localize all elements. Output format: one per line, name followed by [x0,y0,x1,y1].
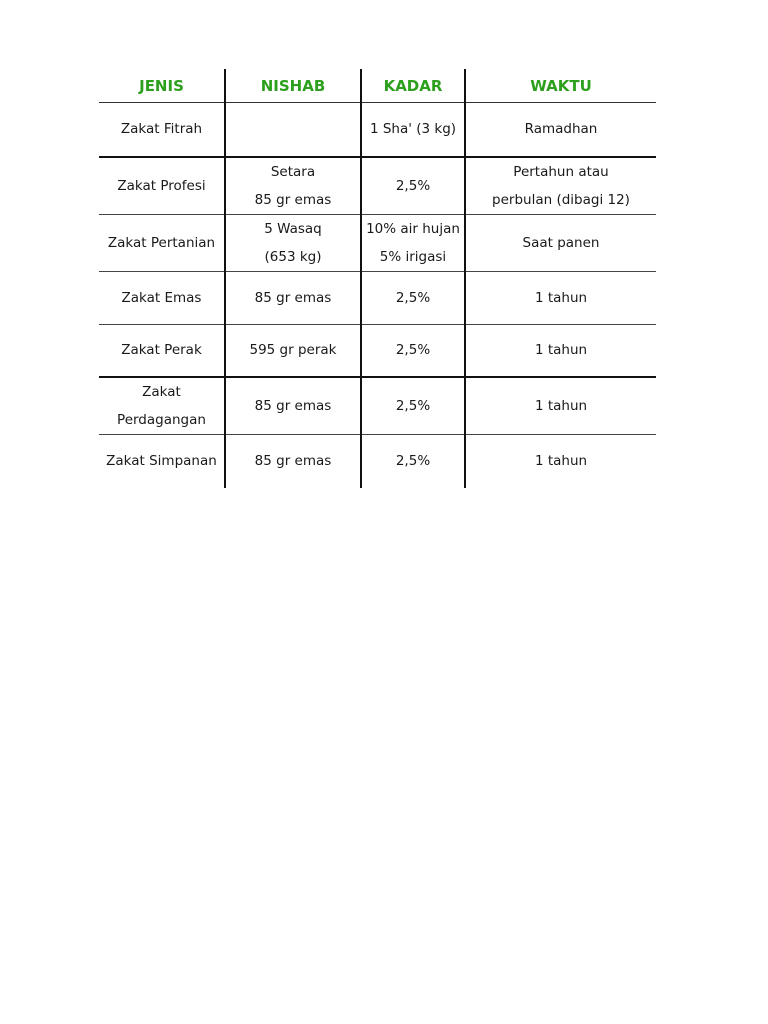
cell-waktu [465,214,656,271]
cell-line: 1 tahun [534,342,588,359]
table-row [99,157,656,215]
header-jenis: JENIS [99,69,225,103]
cell-line: 1 tahun [534,453,588,470]
cell-line: Zakat Profesi [117,177,206,194]
table-row [99,103,656,157]
cell-nishab [225,377,361,435]
cell-line: 2,5% [395,289,431,306]
cell-jenis [99,157,225,215]
cell-line: Perdagangan [117,412,206,428]
cell-waktu [465,435,656,488]
table-row [99,271,656,324]
cell-nishab [225,271,361,324]
cell-line: 2,5% [395,177,431,194]
cell-nishab [225,103,361,157]
cell-kadar [361,214,465,271]
cell-line: perbulan (dibagi 12) [492,191,630,208]
cell-kadar [361,157,465,215]
cell-kadar [361,271,465,324]
cell-jenis [99,103,225,157]
cell-nishab [225,157,361,215]
cell-line: Ramadhan [524,121,598,138]
cell-jenis [99,435,225,488]
cell-waktu [465,377,656,435]
cell-waktu [465,324,656,377]
header-kadar: KADAR [361,69,465,103]
cell-line: Zakat Simpanan [106,453,217,470]
cell-nishab [225,214,361,271]
header-nishab: NISHAB [225,69,361,103]
table-row [99,377,656,435]
cell-line: 1 tahun [534,398,588,414]
cell-line: Pertahun atau [513,163,609,180]
cell-line: 85 gr emas [254,289,332,306]
cell-line: 5 Wasaq [264,220,322,237]
cell-line: Zakat Pertanian [107,234,216,251]
cell-jenis [99,324,225,377]
header-waktu: WAKTU [465,69,656,103]
cell-waktu [465,271,656,324]
cell-line: 5% irigasi [379,248,447,265]
table-header-row [99,69,656,103]
cell-line: 595 gr perak [249,342,337,359]
cell-nishab [225,435,361,488]
cell-jenis [99,377,225,435]
zakat-table [99,69,656,488]
cell-jenis [99,271,225,324]
table-row [99,214,656,271]
cell-kadar [361,377,465,435]
cell-line: Saat panen [522,234,600,251]
cell-line: 2,5% [395,398,431,414]
cell-kadar [361,435,465,488]
cell-kadar [361,103,465,157]
cell-line: Zakat [142,384,181,400]
cell-line: Zakat Perak [121,342,202,359]
cell-nishab [225,324,361,377]
cell-waktu [465,157,656,215]
cell-line: 1 tahun [534,289,588,306]
cell-line: 2,5% [395,342,431,359]
cell-line: (653 kg) [264,248,322,265]
cell-line: 85 gr emas [254,191,332,208]
table-row [99,324,656,377]
cell-line: Setara [270,163,316,180]
cell-jenis [99,214,225,271]
cell-line: 1 Sha' (3 kg) [369,121,457,138]
cell-line: Zakat Fitrah [120,121,203,138]
cell-line: 85 gr emas [254,398,332,414]
cell-line: 85 gr emas [254,453,332,470]
cell-waktu [465,103,656,157]
cell-line: 2,5% [395,453,431,470]
cell-kadar [361,324,465,377]
cell-line: Zakat Emas [121,289,202,306]
cell-line: 10% air hujan [366,220,460,237]
table-row [99,435,656,488]
